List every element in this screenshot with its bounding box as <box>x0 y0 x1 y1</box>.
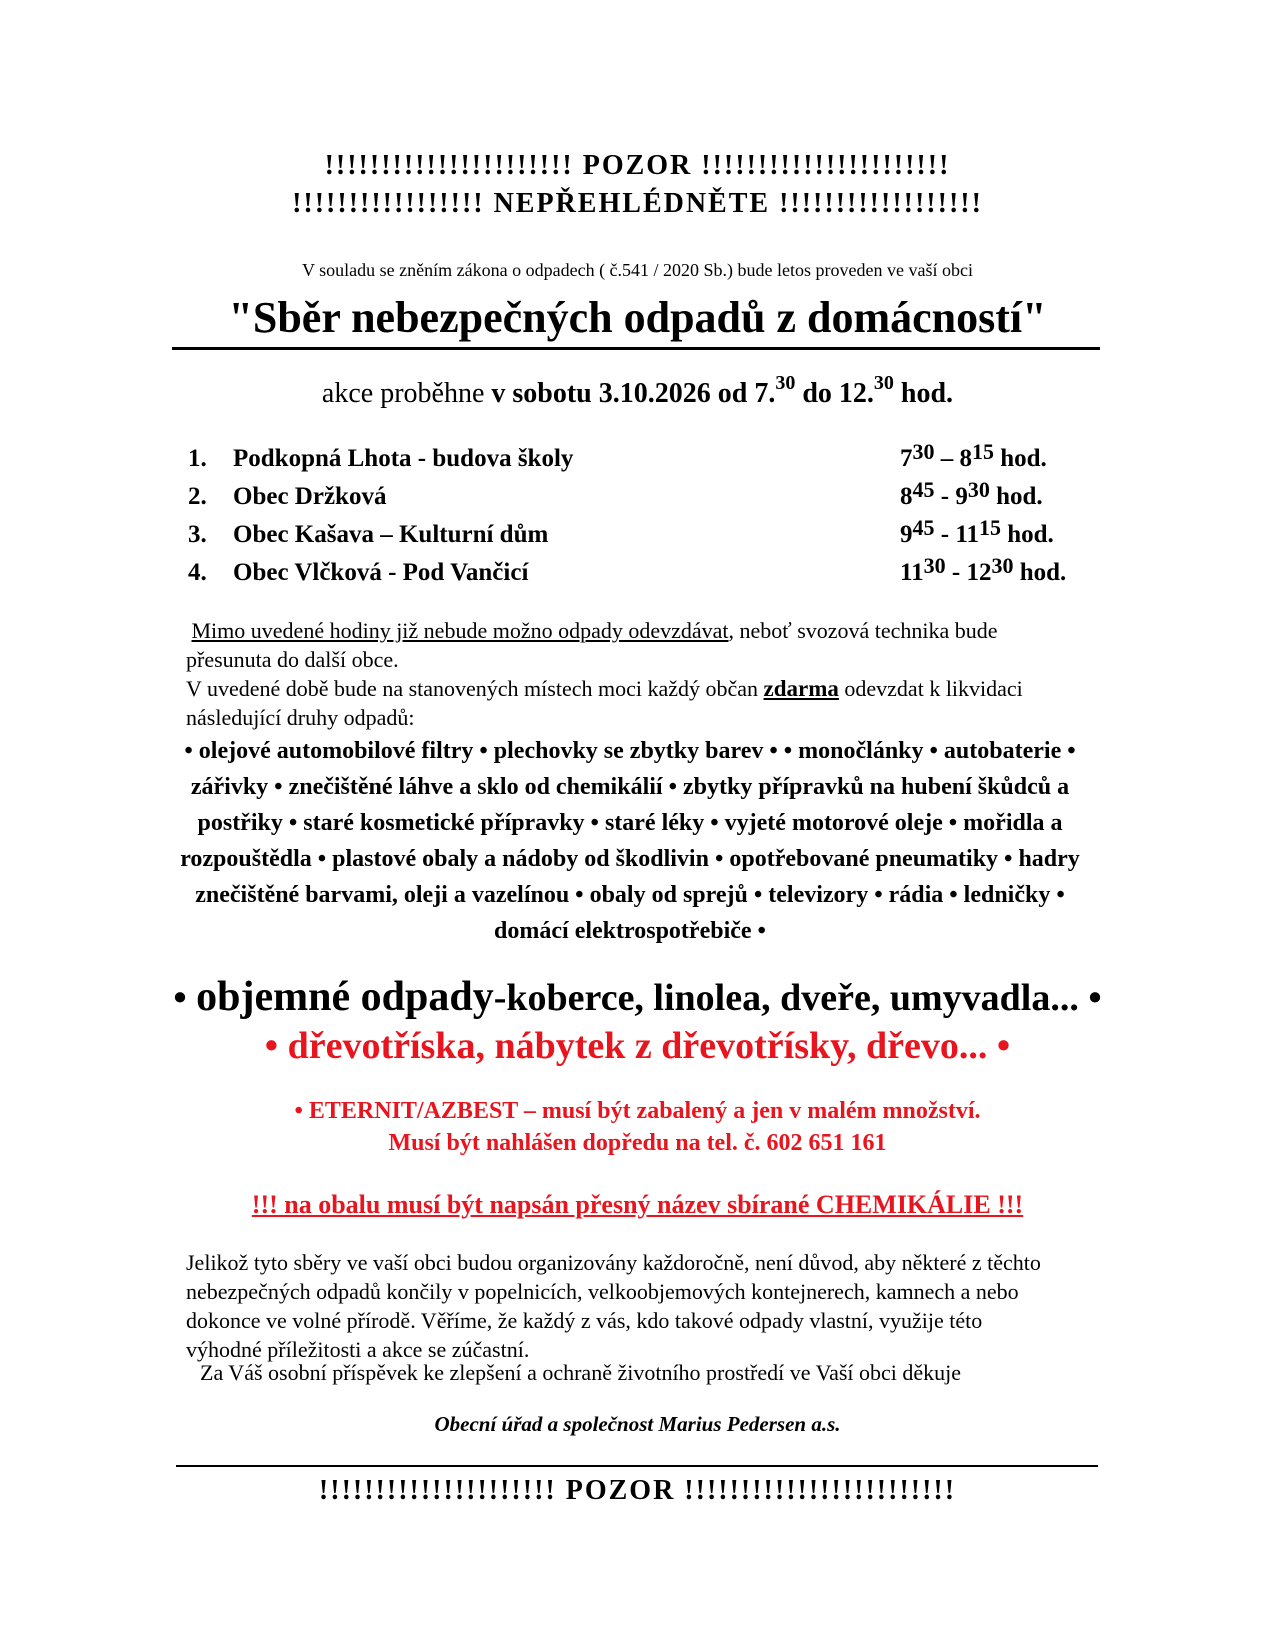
waste-items-list: • olejové automobilové filtry • plechovky se zbytky barev • • monočlánky • autobaterie • zářivky • znečištěné láhve a sklo od chemikálií • zbytky přípravků na hubení škůdců a postřiky • staré kosmetické přípravky • staré léky • vyjeté motorové oleje • mořidla a rozpouštědla • plastové obaly a nádoby od škodlivin • opotřebované pneumatiky • hadry znečištěné barvami, oleji a vazelínou • obaly od sprejů • televizory • rádia • ledničky • domácí elektrospotřebiče • <box>180 738 1080 944</box>
wood-waste-line: • dřevotříska, nábytek z dřevotřísky, dřevo... • <box>264 1025 1011 1067</box>
location-time: $11^{30} - 12^{30}$ hod. <box>900 553 1067 586</box>
signature: Obecní úřad a společnost Marius Pedersen a.s. <box>434 1412 841 1436</box>
location-row <box>188 515 1108 559</box>
location-row <box>188 553 1108 597</box>
bulky-waste-line: • objemné odpady-koberce, linolea, dveře, umyvadla... • <box>173 974 1102 1020</box>
notice-line2-b: odevzdat k likvidaci následující druhy odpadů: <box>186 676 1023 730</box>
intro-text: V souladu se zněním zákona o odpadech ( č.541 / 2020 Sb.) bude letos proveden ve vaší obci <box>301 260 973 280</box>
location-number: 1. <box>188 445 207 472</box>
location-number: 4. <box>188 559 207 586</box>
chemicals-warning: !!! na obalu musí být napsán přesný název sbírané CHEMIKÁLIE !!! <box>251 1190 1024 1219</box>
location-number: 3. <box>188 521 207 548</box>
closing-paragraph: Jelikož tyto sběry ve vaší obci budou organizovány každoročně, není důvod, aby některé z těchto nebezpečných odpadů končily v popelnicích, velkoobjemových kontejnerech, kamnech a nebo dokonce ve volné přírodě. Věříme, že každý z vás, kdo takové odpady vlastní, využije této výhodné příležitosti a akce se zúčastní. <box>186 1250 1041 1362</box>
page-title: "Sběr nebezpečných odpadů z domácností" <box>228 293 1047 342</box>
eternit-line1: • ETERNIT/AZBEST – musí být zabalený a jen v malém množství. <box>294 1098 981 1124</box>
location-time: $7^{30} - 8^{15}$ hod. <box>900 439 1047 472</box>
location-name: Obec Kašava – Kulturní dům <box>233 521 549 548</box>
eternit-line2: Musí být nahlášen dopředu na tel. č. 602 651 161 <box>388 1130 887 1156</box>
header-banner-pozor: !!!!!!!!!!!!!!!!!!!!!! POZOR !!!!!!!!!!!!!!!!!!!!!! <box>324 150 951 181</box>
event-start-minutes: 30 <box>775 372 796 394</box>
notice-line2-a: V uvedené době bude na stanovených místech moci každý občan <box>186 676 764 701</box>
location-number: 2. <box>188 483 207 510</box>
location-name: Podkopná Lhota - budova školy <box>233 445 574 472</box>
header-banner-neprehlednete: !!!!!!!!!!!!!!!!! NEPŘEHLÉDNĚTE !!!!!!!!!!!!!!!!!! <box>292 188 983 219</box>
event-date-line <box>0 372 1275 410</box>
notice-underlined: Mimo uvedené hodiny již nebude možno odpady odevzdávat <box>191 618 729 643</box>
zdarma-label: zdarma <box>763 676 839 701</box>
location-time: $9^{45} - 11^{15}$ hod. <box>900 515 1054 548</box>
location-name: Obec Držková <box>233 483 387 510</box>
event-prefix: akce proběhne <box>321 378 492 409</box>
event-suffix: hod. <box>893 378 954 409</box>
event-mid: do 12. <box>795 378 874 409</box>
location-time: $8^{45} - 9^{30}$ hod. <box>900 477 1043 510</box>
event-end-minutes: 30 <box>873 372 894 394</box>
location-row <box>188 477 1108 521</box>
event-day: v sobotu 3.10.2026 od 7. <box>491 378 776 409</box>
location-name: Obec Vlčková - Pod Vančicí <box>233 559 529 586</box>
bulky-waste-rest: -koberce, linolea, dveře, umyvadla... • <box>493 977 1102 1019</box>
bulky-waste-bold: objemné odpady <box>196 974 494 1020</box>
title-underline <box>172 347 1100 350</box>
footer-banner-pozor: !!!!!!!!!!!!!!!!!!!!! POZOR !!!!!!!!!!!!!!!!!!!!!!!! <box>318 1475 957 1506</box>
notice-paragraph <box>186 616 1066 732</box>
notice-rest: , neboť svozová technika bude přesunuta do další obce. <box>186 618 998 672</box>
thanks-line: Za Váš osobní příspěvek ke zlepšení a ochraně životního prostředí ve Vaší obci děkuje <box>200 1360 962 1385</box>
footer-rule <box>176 1465 1098 1467</box>
